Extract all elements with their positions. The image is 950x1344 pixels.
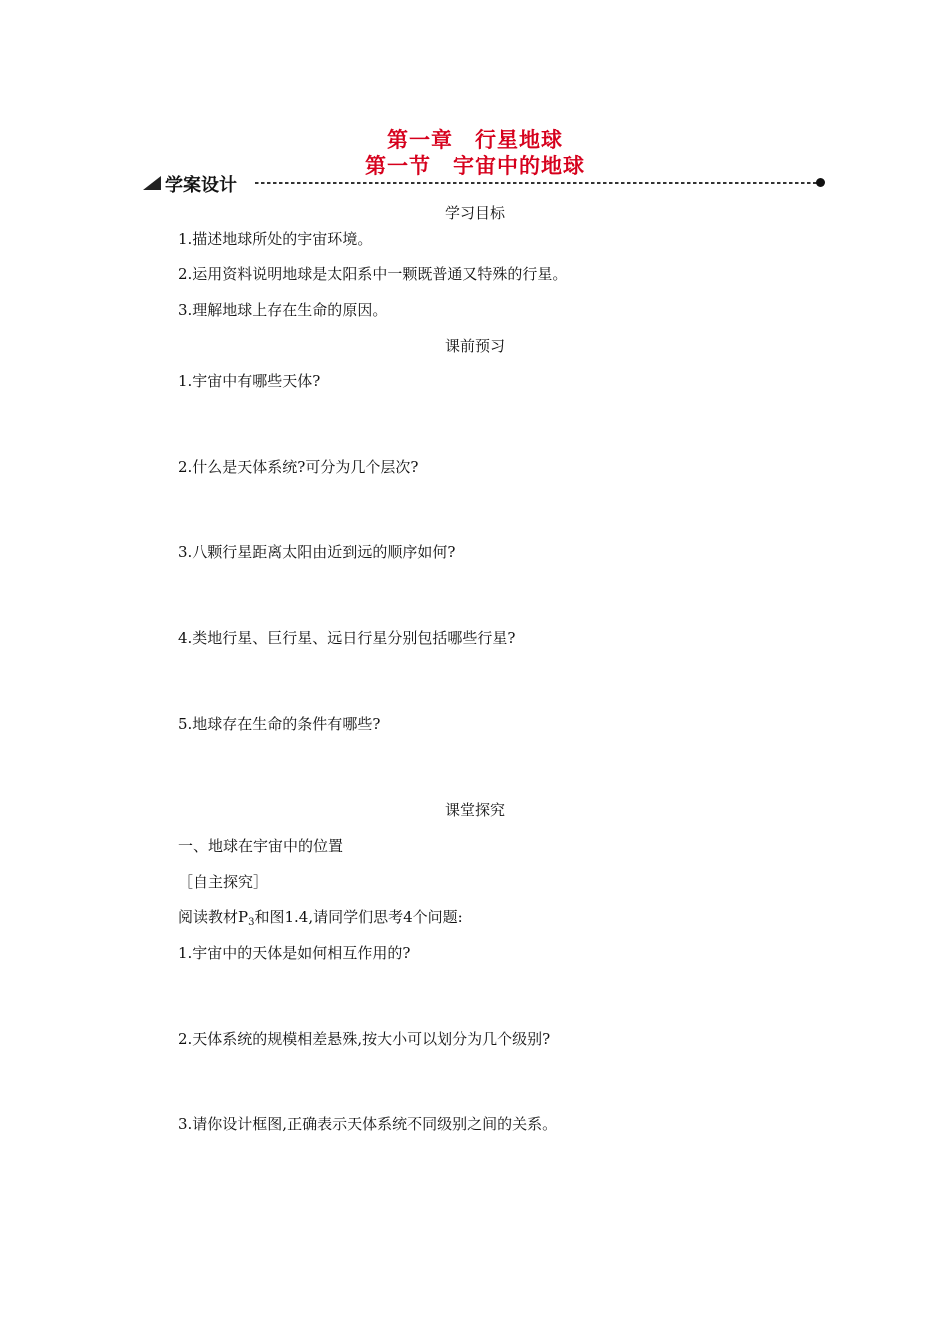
goals-heading: 学习目标 (444, 204, 505, 222)
explore-question: 2.天体系统的规模相差悬殊,按大小可以划分为几个级别? (178, 1030, 551, 1048)
goal-item: 3.理解地球上存在生命的原因。 (178, 301, 388, 319)
explore-question: 3.请你设计框图,正确表示天体系统不同级别之间的关系。 (178, 1115, 558, 1133)
part-title: 一、地球在宇宙中的位置 (178, 837, 344, 855)
self-study-tag: ［自主探究］ (178, 873, 269, 891)
preview-question: 5.地球存在生命的条件有哪些? (178, 715, 381, 733)
chapter-title: 第一章 行星地球 (387, 128, 563, 152)
goal-item: 1.描述地球所处的宇宙环境。 (178, 230, 373, 248)
bullet-dot-icon (816, 178, 825, 187)
explore-heading: 课堂探究 (444, 801, 505, 819)
triangle-icon (143, 176, 161, 190)
goal-item: 2.运用资料说明地球是太阳系中一颗既普通又特殊的行星。 (178, 265, 568, 283)
preview-question: 2.什么是天体系统?可分为几个层次? (178, 458, 419, 476)
page-number-subscript: 3 (248, 917, 255, 928)
section-bar (143, 170, 827, 196)
section-title: 第一节 宇宙中的地球 (365, 154, 585, 178)
explore-question: 1.宇宙中的天体是如何相互作用的? (178, 944, 411, 962)
dotted-divider (255, 182, 817, 184)
reading-instruction-text: 阅读教材P (178, 908, 249, 926)
reading-instruction-text: 和图1.4,请同学们思考4个问题: (254, 908, 463, 926)
preview-question: 4.类地行星、巨行星、远日行星分别包括哪些行星? (178, 629, 516, 647)
section-bar-label: 学案设计 (165, 175, 237, 196)
preview-heading: 课前预习 (444, 337, 505, 355)
preview-question: 1.宇宙中有哪些天体? (178, 372, 321, 390)
preview-question: 3.八颗行星距离太阳由近到远的顺序如何? (178, 543, 456, 561)
reading-instruction (178, 906, 463, 928)
